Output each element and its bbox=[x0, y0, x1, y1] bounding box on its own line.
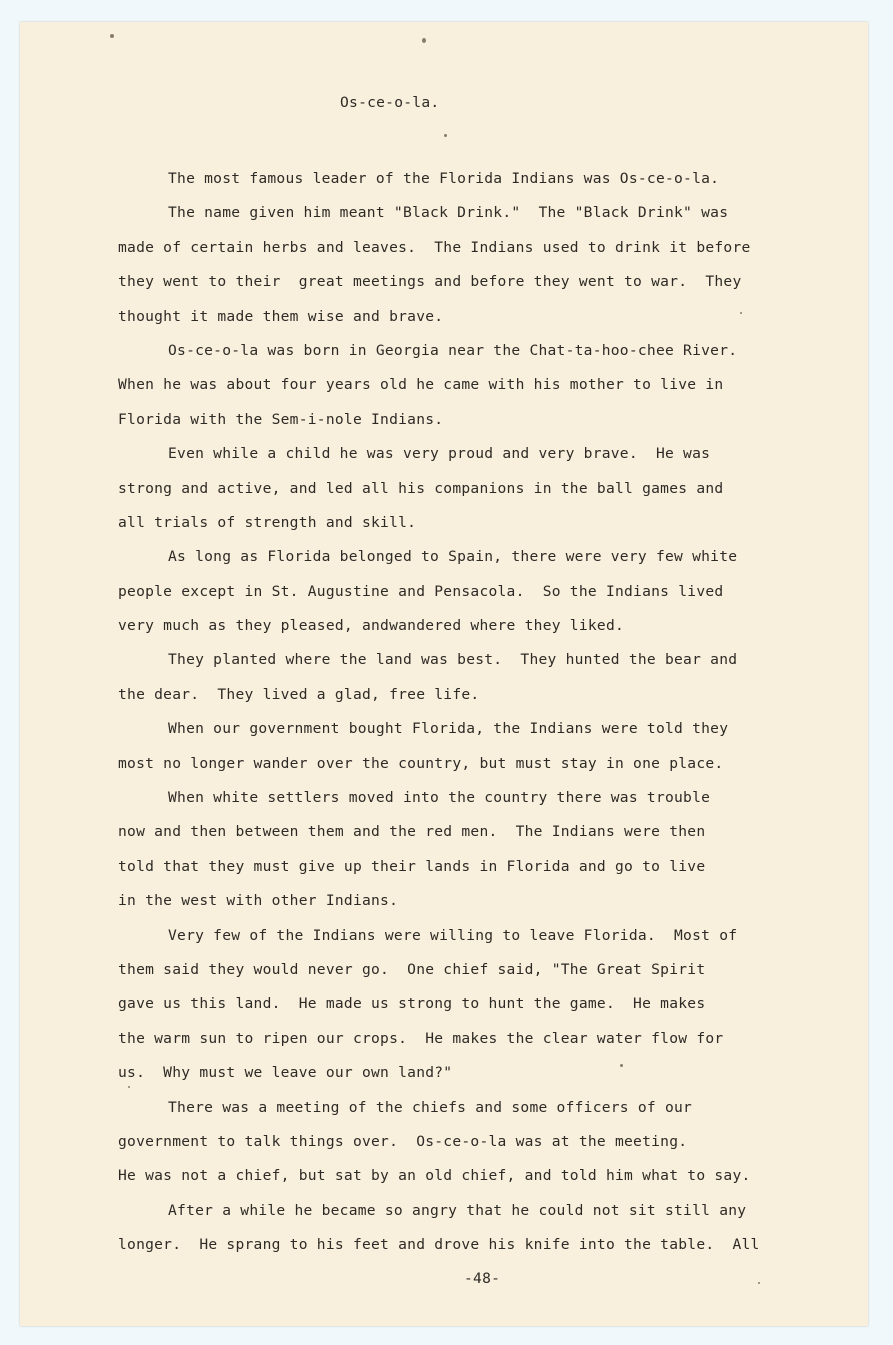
text-line: the warm sun to ripen our crops. He makes the clear water flow for bbox=[118, 1029, 724, 1047]
text-line: thought it made them wise and brave. bbox=[118, 307, 444, 325]
text-line: Very few of the Indians were willing to leave Florida. Most of bbox=[168, 926, 738, 944]
text-line: Even while a child he was very proud and very brave. He was bbox=[168, 445, 711, 463]
paper-speck bbox=[758, 1282, 760, 1284]
text-line: When he was about four years old he came with his mother to live in bbox=[118, 376, 724, 394]
text-line: strong and active, and led all his companions in the ball games and bbox=[118, 479, 724, 497]
text-line: As long as Florida belonged to Spain, there were very few white bbox=[168, 548, 738, 566]
text-line: the dear. They lived a glad, free life. bbox=[118, 685, 480, 703]
text-line: When white settlers moved into the country there was trouble bbox=[168, 789, 711, 807]
text-line: told that they must give up their lands in Florida and go to live bbox=[118, 857, 706, 875]
text-line: most no longer wander over the country, but must stay in one place. bbox=[118, 754, 724, 772]
text-line: When our government bought Florida, the Indians were told they bbox=[168, 720, 729, 738]
paper-speck bbox=[110, 34, 114, 38]
text-line: government to talk things over. Os-ce-o-la was at the meeting. bbox=[118, 1132, 688, 1150]
text-line: gave us this land. He made us strong to hunt the game. He makes bbox=[118, 995, 706, 1013]
text-line: The name given him meant "Black Drink." The "Black Drink" was bbox=[168, 204, 729, 222]
text-line: They planted where the land was best. They hunted the bear and bbox=[168, 651, 738, 669]
text-line: After a while he became so angry that he could not sit still any bbox=[168, 1201, 747, 1219]
body-text bbox=[118, 162, 760, 1263]
page-title: Os-ce-o-la. bbox=[340, 94, 440, 111]
paper-speck bbox=[422, 38, 426, 43]
typed-page bbox=[20, 22, 868, 1326]
text-line: very much as they pleased, andwandered where they liked. bbox=[118, 617, 625, 635]
text-line: He was not a chief, but sat by an old chief, and told him what to say. bbox=[118, 1167, 751, 1185]
text-line: all trials of strength and skill. bbox=[118, 513, 417, 531]
text-line: them said they would never go. One chief said, "The Great Spirit bbox=[118, 960, 706, 978]
text-line: now and then between them and the red men. The Indians were then bbox=[118, 823, 706, 841]
paper-speck bbox=[444, 134, 447, 137]
page-number: -48- bbox=[464, 1270, 501, 1287]
text-line: people except in St. Augustine and Pensacola. So the Indians lived bbox=[118, 582, 724, 600]
text-line: Florida with the Sem-i-nole Indians. bbox=[118, 410, 444, 428]
text-line: Os-ce-o-la was born in Georgia near the Chat-ta-hoo-chee River. bbox=[168, 341, 738, 359]
text-line: us. Why must we leave our own land?" bbox=[118, 1064, 453, 1082]
text-line: they went to their great meetings and before they went to war. They bbox=[118, 273, 742, 291]
text-line: made of certain herbs and leaves. The Indians used to drink it before bbox=[118, 238, 751, 256]
text-line: The most famous leader of the Florida Indians was Os-ce-o-la. bbox=[168, 170, 720, 187]
text-line: longer. He sprang to his feet and drove his knife into the table. All bbox=[118, 1236, 760, 1254]
text-line: in the west with other Indians. bbox=[118, 892, 399, 910]
text-line: There was a meeting of the chiefs and some officers of our bbox=[168, 1098, 693, 1116]
